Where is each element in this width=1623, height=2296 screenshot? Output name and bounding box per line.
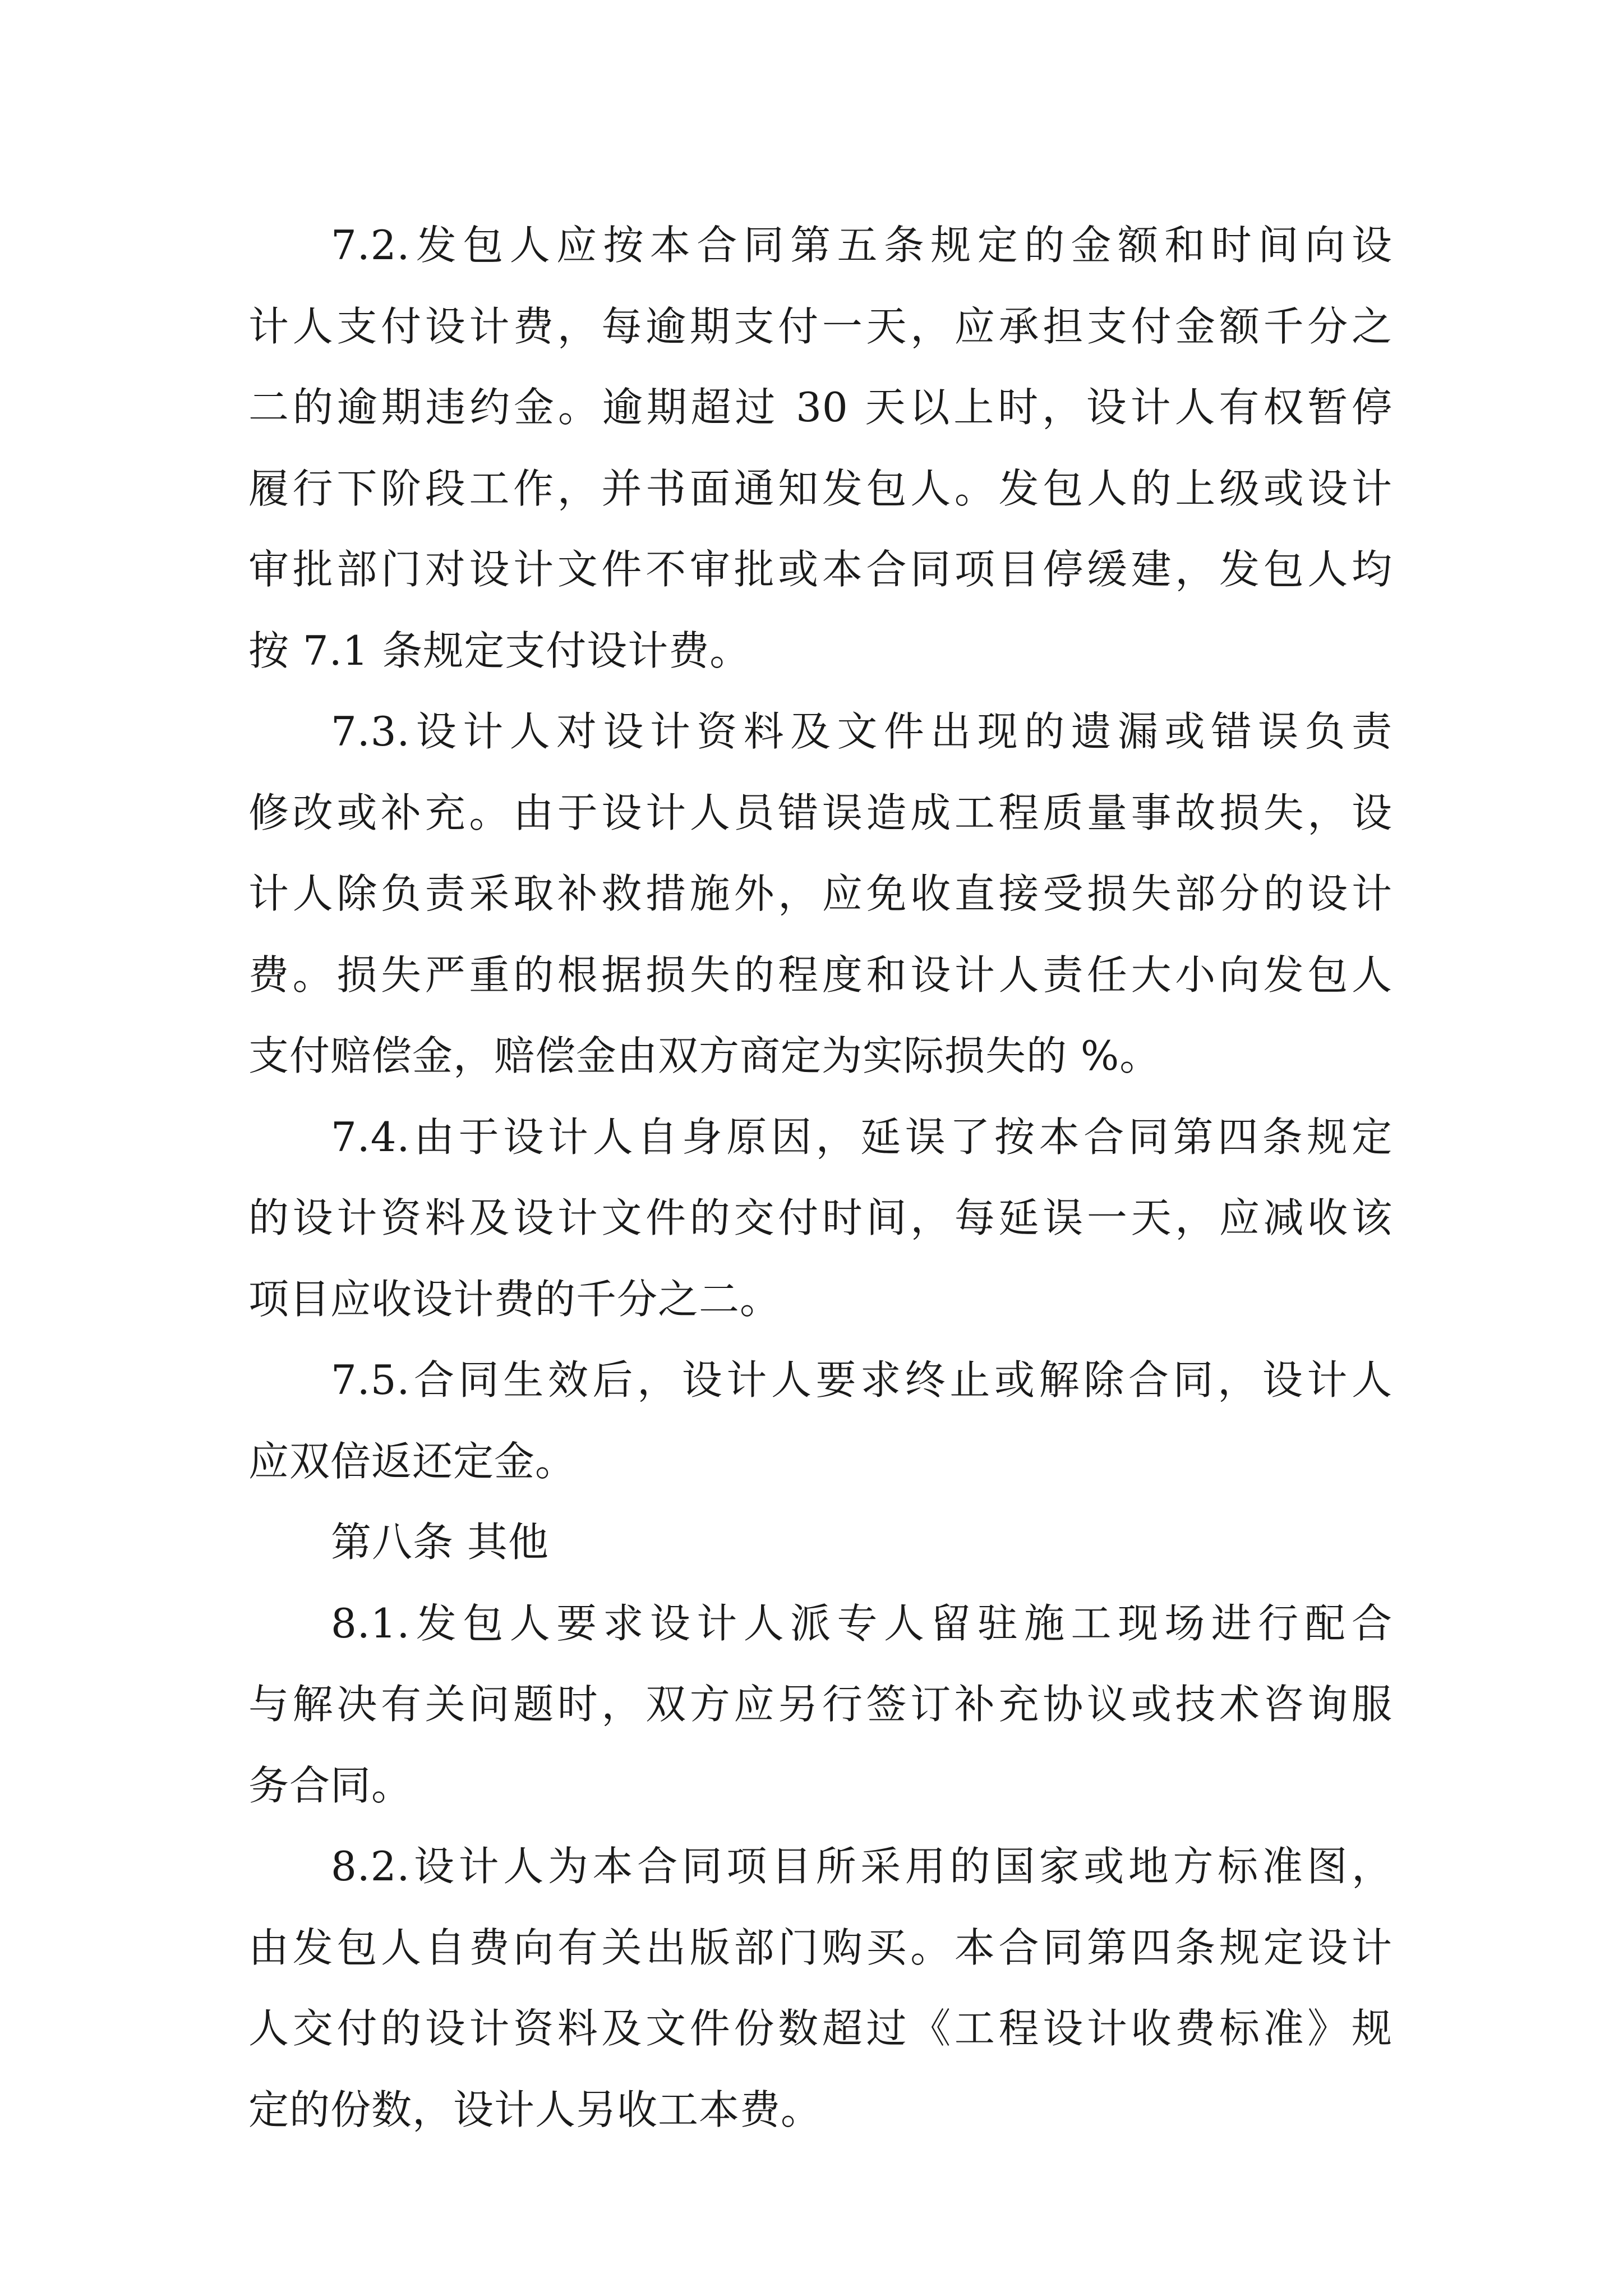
clause-8-1-line-3: 务合同。 [248, 1761, 413, 1809]
clause-7-5 [248, 1340, 1393, 1502]
clause-7-3-line-2: 修改或补充。由于设计人员错误造成工程质量事故损失，设 [248, 789, 1393, 836]
clause-7-3-line-1: 7.3.设计人对设计资料及文件出现的遗漏或错误负责 [331, 708, 1393, 755]
clause-7-2-line-1: 7.2.发包人应按本合同第五条规定的金额和时间向设 [331, 222, 1393, 269]
clause-8-1-line-2: 与解决有关问题时，双方应另行签订补充协议或技术咨询服 [248, 1681, 1393, 1728]
clause-8-1 [248, 1583, 1393, 1826]
clause-8-1-line-1: 8.1.发包人要求设计人派专人留驻施工现场进行配合 [331, 1599, 1393, 1647]
clause-7-5-line-2: 应双倍返还定金。 [248, 1437, 577, 1485]
clause-8-2-line-4: 定的份数，设计人另收工本费。 [248, 2086, 822, 2133]
clause-7-3-line-4: 费。损失严重的根据损失的程度和设计人责任大小向发包人 [248, 951, 1393, 999]
clause-8-2-line-3: 人交付的设计资料及文件份数超过《工程设计收费标准》规 [248, 2005, 1393, 2052]
clause-8-2-line-1: 8.2.设计人为本合同项目所采用的国家或地方标准图， [331, 1843, 1393, 1890]
clause-8-2 [248, 1826, 1393, 2150]
clause-7-2 [248, 205, 1393, 691]
article-8-heading [248, 1502, 1393, 1583]
clause-7-2-line-4: 履行下阶段工作，并书面通知发包人。发包人的上级或设计 [248, 464, 1393, 512]
clause-7-4-line-1: 7.4.由于设计人自身原因，延误了按本合同第四条规定 [331, 1113, 1393, 1161]
clause-7-3 [248, 691, 1393, 1097]
clause-7-2-line-6: 按 7.1 条规定支付设计费。 [248, 627, 751, 674]
clause-8-2-line-2: 由发包人自费向有关出版部门购买。本合同第四条规定设计 [248, 1924, 1393, 1971]
document-body [248, 205, 1393, 2150]
article-8-title: 第八条 其他 [331, 1519, 549, 1566]
clause-7-2-line-2: 计人支付设计费，每逾期支付一天，应承担支付金额千分之 [248, 302, 1393, 350]
clause-7-2-line-3: 二的逾期违约金。逾期超过 30 天以上时，设计人有权暂停 [248, 384, 1393, 431]
clause-7-3-line-3: 计人除负责采取补救措施外，应免收直接受损失部分的设计 [248, 870, 1393, 917]
clause-7-4-line-2: 的设计资料及设计文件的交付时间，每延误一天，应减收该 [248, 1194, 1393, 1241]
clause-7-4 [248, 1097, 1393, 1340]
clause-7-2-line-5: 审批部门对设计文件不审批或本合同项目停缓建，发包人均 [248, 546, 1393, 593]
clause-7-5-line-1: 7.5.合同生效后，设计人要求终止或解除合同，设计人 [331, 1356, 1393, 1404]
clause-7-4-line-3: 项目应收设计费的千分之二。 [248, 1275, 781, 1323]
clause-7-3-line-5: 支付赔偿金，赔偿金由双方商定为实际损失的 %。 [248, 1032, 1161, 1079]
